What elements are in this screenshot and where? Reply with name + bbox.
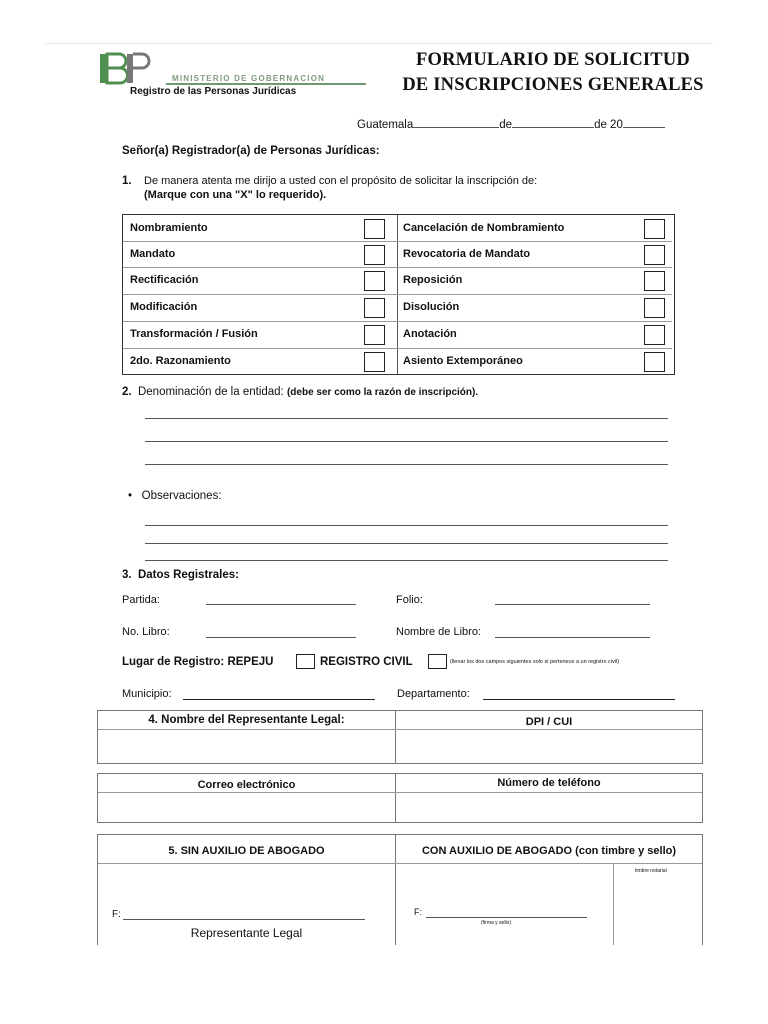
rep-name-field[interactable] — [98, 730, 395, 763]
no-libro-label: No. Libro: — [122, 626, 170, 638]
representative-table — [97, 710, 703, 764]
observations-line-1[interactable] — [145, 525, 668, 526]
registry-logo-icon — [99, 51, 151, 87]
registro-civil-note: (llenar los dos campos siguientes solo si pertenece a un registro civil) — [450, 659, 620, 665]
section1-text: De manera atenta me dirijo a usted con el propósito de solicitar la inscripción de: — [144, 175, 538, 187]
item-label-rectificacion: Rectificación — [130, 274, 199, 286]
no-libro-field[interactable] — [206, 637, 356, 638]
con-abogado-header: CON AUXILIO DE ABOGADO (con timbre y sello) — [421, 845, 677, 857]
sign-caption: (firma y sello) — [481, 920, 512, 926]
checkbox-transformacion-fusion[interactable] — [364, 325, 385, 345]
partida-field[interactable] — [206, 604, 356, 605]
email-field[interactable] — [98, 793, 395, 822]
title-line-2: DE INSCRIPCIONES GENERALES — [402, 75, 704, 95]
row-separator — [123, 348, 397, 349]
departamento-field[interactable] — [483, 699, 675, 700]
dpi-header: DPI / CUI — [525, 716, 573, 728]
request-type-table — [122, 214, 675, 375]
nombre-libro-label: Nombre de Libro: — [396, 626, 481, 638]
entity-name-line-2[interactable] — [145, 441, 668, 442]
phone-header: Número de teléfono — [497, 777, 601, 789]
folio-field[interactable] — [495, 604, 650, 605]
row-separator — [123, 241, 397, 242]
dpi-field[interactable] — [396, 730, 702, 763]
item-label-mandato: Mandato — [130, 248, 176, 260]
checkbox-rectificacion[interactable] — [364, 271, 385, 291]
f-left-label: F: — [112, 909, 121, 920]
observations-text: Observaciones: — [141, 490, 222, 502]
row-separator — [123, 294, 397, 295]
rep-name-header: 4. Nombre del Representante Legal: — [148, 714, 345, 726]
registry-name: Registro de las Personas Jurídicas — [130, 86, 297, 97]
checkbox-disolucion[interactable] — [644, 298, 665, 318]
row-separator — [123, 321, 397, 322]
item-label-modificacion: Modificación — [130, 301, 198, 313]
section3-title — [122, 569, 239, 581]
ministry-name: MINISTERIO DE GOBERNACION — [172, 74, 326, 83]
checkbox-cancelacion-de-nombramiento[interactable] — [644, 219, 665, 239]
signature-table — [97, 834, 703, 945]
bullet-icon: • — [128, 490, 133, 502]
date-month-field[interactable] — [512, 116, 594, 128]
row-separator — [396, 321, 672, 322]
municipio-label: Municipio: — [122, 688, 172, 700]
timbre-divider — [613, 864, 614, 945]
date-de-1: de — [499, 119, 513, 131]
row-separator — [396, 267, 672, 268]
lugar-label: Lugar de Registro: — [122, 656, 225, 668]
rep-legal-caption: Representante Legal — [190, 926, 303, 940]
ministry-underline — [166, 83, 366, 85]
item-label-revocatoria-de-mandato: Revocatoria de Mandato — [403, 248, 531, 260]
date-year-field[interactable] — [623, 116, 665, 128]
email-header: Correo electrónico — [197, 779, 296, 791]
item-label-reposicion: Reposición — [403, 274, 463, 286]
observations-line-2[interactable] — [145, 543, 668, 544]
rep-signature-line[interactable] — [123, 919, 365, 920]
item-label-cancelacion-de-nombramiento: Cancelación de Nombramiento — [403, 222, 565, 234]
folio-label: Folio: — [396, 594, 423, 606]
entity-name-line-1[interactable] — [145, 418, 668, 419]
item-label-anotacion: Anotación — [403, 328, 457, 340]
lawyer-signature-line[interactable] — [426, 917, 587, 918]
checkbox-2do-razonamiento[interactable] — [364, 352, 385, 372]
item-label-nombramiento: Nombramiento — [130, 222, 208, 234]
section3-title-text: Datos Registrales: — [137, 569, 239, 581]
title-line-1: FORMULARIO DE SOLICITUD — [416, 50, 690, 70]
section2-note: (debe ser como la razón de inscripción). — [286, 387, 479, 398]
observations-label — [128, 490, 222, 502]
row-separator — [123, 267, 397, 268]
row-separator — [396, 241, 672, 242]
timbre-caption: timbre notarial — [635, 868, 667, 874]
date-day-field[interactable] — [413, 116, 499, 128]
date-line — [357, 116, 665, 131]
f-right-label: F: — [414, 907, 422, 917]
registro-civil-label: REGISTRO CIVIL — [320, 656, 413, 668]
date-de-2: de 20 — [594, 119, 623, 131]
section3-number: 3. — [122, 569, 132, 581]
form-title — [398, 48, 708, 98]
observations-line-3[interactable] — [145, 560, 668, 561]
section1-number: 1. — [122, 175, 132, 187]
contact-table — [97, 773, 703, 823]
entity-name-line-3[interactable] — [145, 464, 668, 465]
section2-text: Denominación de la entidad: — [137, 386, 284, 398]
registro-civil-checkbox[interactable] — [428, 654, 447, 669]
section2-number: 2. — [122, 386, 132, 398]
salutation: Señor(a) Registrador(a) de Personas Jurídicas: — [122, 145, 380, 157]
nombre-libro-field[interactable] — [495, 637, 650, 638]
row-separator — [396, 294, 672, 295]
partida-label: Partida: — [122, 594, 160, 606]
checkbox-asiento-extemporaneo[interactable] — [644, 352, 665, 372]
item-label-disolucion: Disolución — [403, 301, 460, 313]
item-label-2do-razonamiento: 2do. Razonamiento — [130, 355, 231, 367]
checkbox-anotacion[interactable] — [644, 325, 665, 345]
lugar-registro-line — [122, 656, 273, 668]
section1-note: (Marque con una "X" lo requerido). — [144, 189, 327, 201]
phone-field[interactable] — [396, 793, 702, 822]
repeju-label: REPEJU — [227, 656, 274, 668]
repeju-checkbox[interactable] — [296, 654, 315, 669]
row-separator — [396, 348, 672, 349]
top-rule — [45, 43, 713, 44]
item-label-transformacion-fusion: Transformación / Fusión — [130, 328, 258, 340]
sin-abogado-header: 5. SIN AUXILIO DE ABOGADO — [168, 845, 325, 857]
signature-table-header-rule — [98, 863, 702, 864]
date-city: Guatemala — [357, 119, 414, 131]
checkbox-revocatoria-de-mandato[interactable] — [644, 245, 665, 265]
municipio-field[interactable] — [183, 699, 375, 700]
departamento-label: Departamento: — [397, 688, 470, 700]
checkbox-nombramiento[interactable] — [364, 219, 385, 239]
checkbox-reposicion[interactable] — [644, 271, 665, 291]
section2-line — [122, 386, 478, 398]
item-label-asiento-extemporaneo: Asiento Extemporáneo — [403, 355, 523, 367]
checkbox-modificacion[interactable] — [364, 298, 385, 318]
checkbox-mandato[interactable] — [364, 245, 385, 265]
